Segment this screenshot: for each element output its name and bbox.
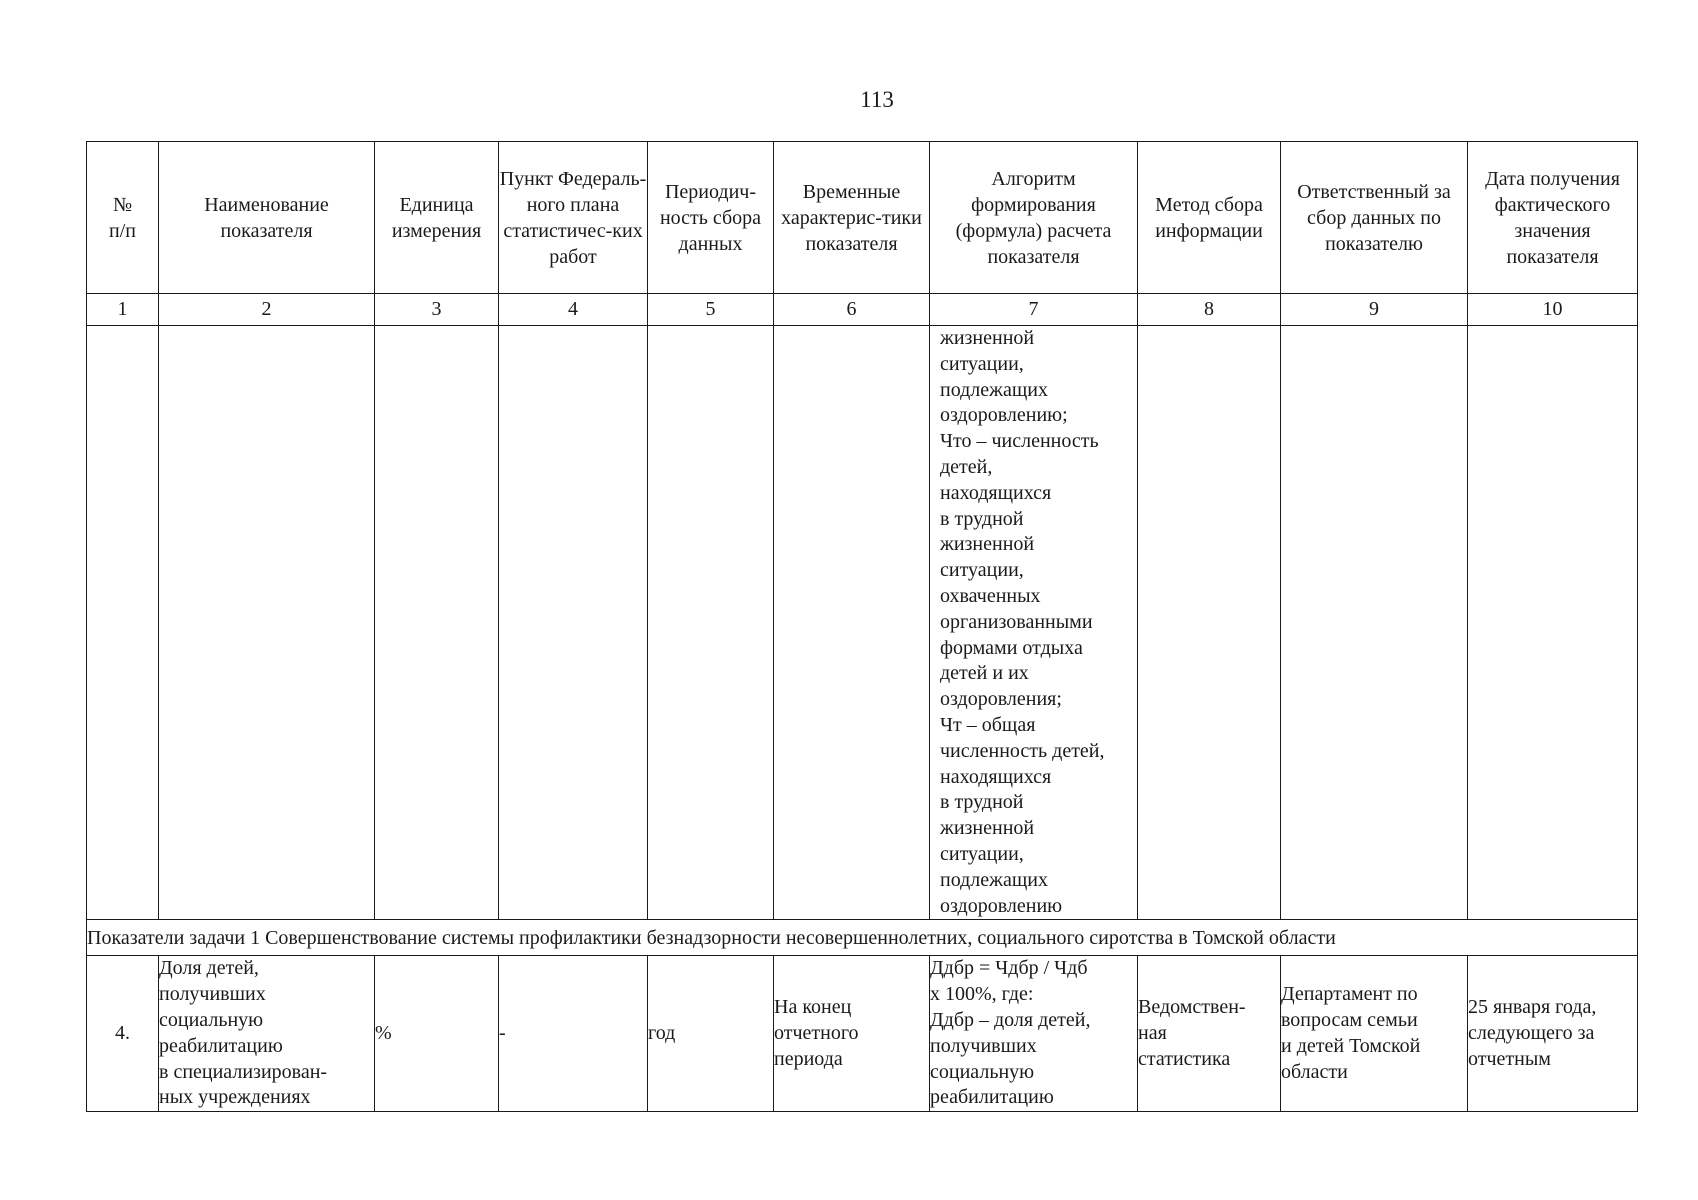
indicators-table — [86, 141, 1638, 1112]
empty-cell — [1281, 326, 1468, 920]
column-number: 3 — [375, 294, 499, 326]
header-cell-date: Дата получения фактического значения показателя — [1468, 142, 1638, 294]
column-number: 9 — [1281, 294, 1468, 326]
column-number-row — [87, 294, 1638, 326]
header-cell-responsible: Ответственный за сбор данных по показателю — [1281, 142, 1468, 294]
table-row-continuation — [87, 326, 1638, 920]
header-cell-method: Метод сбора информации — [1138, 142, 1281, 294]
time-characteristics: На конец отчетного периода — [774, 956, 930, 1112]
header-cell-periodicity: Периодич-ность сбора данных — [648, 142, 774, 294]
empty-cell — [159, 326, 375, 920]
section-title: Показатели задачи 1 Совершенствование системы профилактики безнадзорности несовершеннолетних, социального сиротства в Томской области — [87, 920, 1638, 956]
column-number: 5 — [648, 294, 774, 326]
header-cell-name: Наименование показателя — [159, 142, 375, 294]
table-row — [87, 956, 1638, 1112]
algorithm-cell — [930, 326, 1138, 920]
column-number: 2 — [159, 294, 375, 326]
column-number: 6 — [774, 294, 930, 326]
unit-of-measure: % — [375, 956, 499, 1112]
responsible-party: Департамент по вопросам семьи и детей Томской области — [1281, 956, 1468, 1112]
header-cell-unit: Единица измерения — [375, 142, 499, 294]
empty-cell — [774, 326, 930, 920]
row-number: 4. — [87, 956, 159, 1112]
actual-value-date: 25 января года, следующего за отчетным — [1468, 956, 1638, 1112]
algorithm-formula: Ддбр = Чдбр / Чдб х 100%, где: Ддбр – доля детей, получивших социальную реабилитацию — [930, 956, 1138, 1112]
column-number: 1 — [87, 294, 159, 326]
column-number: 8 — [1138, 294, 1281, 326]
periodicity: год — [648, 956, 774, 1112]
algorithm-text: жизненной ситуации, подлежащих оздоровлению; Что – численность детей, находящихся в трудной жизненной ситуации, охваченных организованными формами отдыха детей и их оздоровления; Чт – общая численность детей, находящихся в трудной жизненной ситуации, подлежащих оздоровлению — [940, 327, 1105, 917]
indicator-name: Доля детей, получивших социальную реабилитацию в специализирован- ных учреждениях — [159, 956, 375, 1112]
empty-cell — [1138, 326, 1281, 920]
plan-item: - — [499, 956, 648, 1112]
page-number: 113 — [860, 87, 894, 112]
header-cell-plan-item: Пункт Федераль-ного плана статистичес-ких работ — [499, 142, 648, 294]
collection-method: Ведомствен- ная статистика — [1138, 956, 1281, 1112]
header-cell-number: № п/п — [87, 142, 159, 294]
column-number: 4 — [499, 294, 648, 326]
header-cell-time-characteristics: Временные характерис-тики показателя — [774, 142, 930, 294]
empty-cell — [375, 326, 499, 920]
header-cell-algorithm: Алгоритм формирования (формула) расчета показателя — [930, 142, 1138, 294]
empty-cell — [648, 326, 774, 920]
table-header-row — [87, 142, 1638, 294]
empty-cell — [499, 326, 648, 920]
empty-cell — [1468, 326, 1638, 920]
column-number: 10 — [1468, 294, 1638, 326]
empty-cell — [87, 326, 159, 920]
section-row — [87, 920, 1638, 956]
column-number: 7 — [930, 294, 1138, 326]
